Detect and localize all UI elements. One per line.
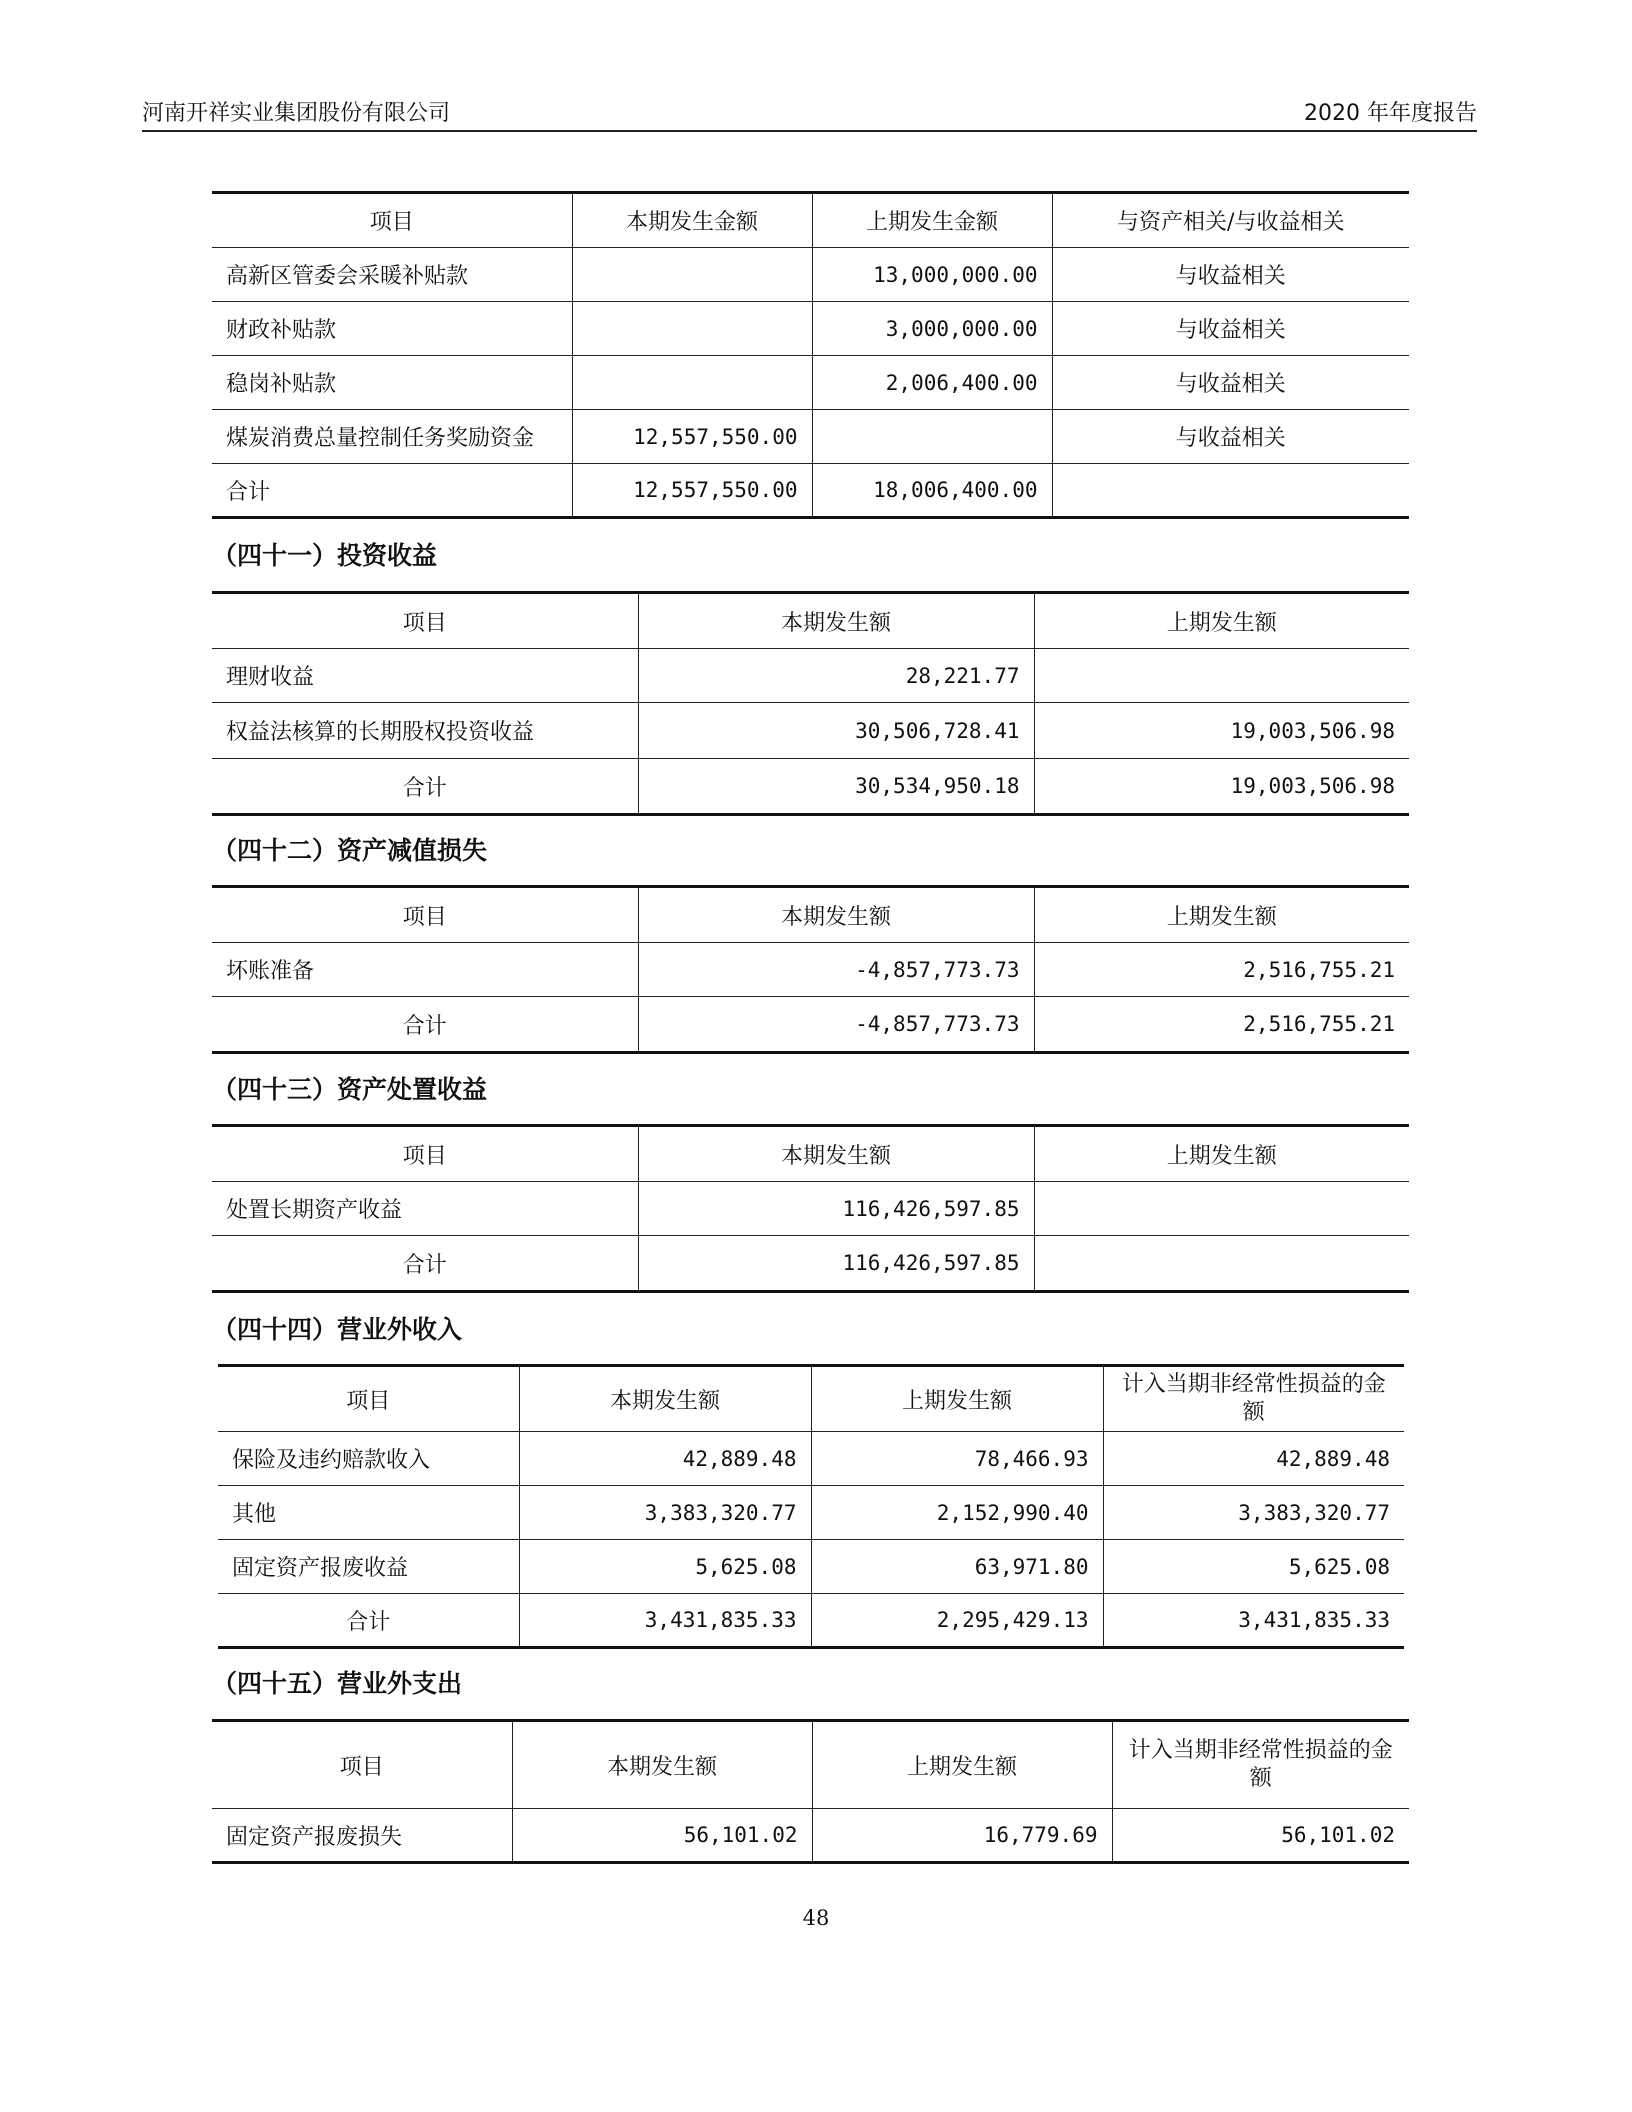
row-label: 保险及违约赔款收入 [218, 1432, 519, 1486]
column-header: 项目 [218, 1366, 519, 1432]
current-amount: 28,221.77 [638, 649, 1034, 703]
current-amount: 30,534,950.18 [638, 759, 1034, 815]
prior-amount: 19,003,506.98 [1034, 703, 1409, 759]
table-row [212, 1182, 1409, 1236]
row-label: 煤炭消费总量控制任务奖励资金 [212, 410, 572, 464]
investment-income-table [212, 591, 1409, 816]
section-title: （四十五）营业外支出 [212, 1669, 463, 1698]
company-name: 河南开祥实业集团股份有限公司 [142, 101, 451, 126]
table-header-row [212, 1126, 1409, 1182]
page-number: 48 [802, 1906, 830, 1930]
row-label: 其他 [218, 1486, 519, 1540]
current-amount: 116,426,597.85 [638, 1182, 1034, 1236]
table-row [212, 356, 1409, 410]
total-row [212, 997, 1409, 1053]
section-title: （四十二）资产减值损失 [212, 836, 488, 865]
non-recurring-amount: 3,383,320.77 [1103, 1486, 1404, 1540]
column-header: 项目 [212, 593, 638, 649]
prior-amount: 3,000,000.00 [812, 302, 1052, 356]
column-header: 本期发生金额 [572, 193, 812, 248]
table-row [218, 1540, 1404, 1594]
non-operating-expense-table [212, 1719, 1409, 1864]
table-header-row [212, 887, 1409, 943]
prior-amount [812, 410, 1052, 464]
relation [1052, 464, 1409, 518]
column-header: 本期发生额 [638, 887, 1034, 943]
table-row [212, 302, 1409, 356]
column-header: 本期发生额 [638, 593, 1034, 649]
column-header: 上期发生额 [811, 1366, 1103, 1432]
total-row [212, 1236, 1409, 1292]
current-amount: -4,857,773.73 [638, 943, 1034, 997]
table-row [212, 943, 1409, 997]
non-recurring-amount: 5,625.08 [1103, 1540, 1404, 1594]
section-title: （四十一）投资收益 [212, 541, 438, 570]
table-row [212, 703, 1409, 759]
relation: 与收益相关 [1052, 248, 1409, 302]
asset-impairment-table [212, 885, 1409, 1054]
report-title: 2020 年年度报告 [1304, 101, 1477, 126]
row-label: 固定资产报废收益 [218, 1540, 519, 1594]
row-label: 合计 [212, 997, 638, 1053]
row-label: 权益法核算的长期股权投资收益 [212, 703, 638, 759]
subsidy-table [212, 191, 1409, 519]
row-label: 合计 [212, 464, 572, 518]
current-amount: 116,426,597.85 [638, 1236, 1034, 1292]
column-header: 上期发生金额 [812, 193, 1052, 248]
column-header: 计入当期非经常性损益的金额 [1103, 1366, 1404, 1432]
table-header-row [212, 193, 1409, 248]
current-amount [572, 302, 812, 356]
relation: 与收益相关 [1052, 410, 1409, 464]
table-header-row [212, 593, 1409, 649]
row-label: 处置长期资产收益 [212, 1182, 638, 1236]
current-amount: 56,101.02 [512, 1809, 812, 1863]
prior-amount: 19,003,506.98 [1034, 759, 1409, 815]
row-label: 稳岗补贴款 [212, 356, 572, 410]
table-row [218, 1486, 1404, 1540]
column-header: 项目 [212, 887, 638, 943]
row-label: 高新区管委会采暖补贴款 [212, 248, 572, 302]
section-title: （四十四）营业外收入 [212, 1315, 463, 1344]
relation: 与收益相关 [1052, 302, 1409, 356]
prior-amount: 2,152,990.40 [811, 1486, 1103, 1540]
prior-amount: 2,295,429.13 [811, 1594, 1103, 1648]
prior-amount: 2,516,755.21 [1034, 997, 1409, 1053]
prior-amount [1034, 1236, 1409, 1292]
prior-amount: 2,006,400.00 [812, 356, 1052, 410]
current-amount: 42,889.48 [519, 1432, 811, 1486]
table-row [218, 1432, 1404, 1486]
column-header: 项目 [212, 1126, 638, 1182]
row-label: 固定资产报废损失 [212, 1809, 512, 1863]
total-row [218, 1594, 1404, 1648]
column-header: 本期发生额 [512, 1721, 812, 1809]
prior-amount: 18,006,400.00 [812, 464, 1052, 518]
asset-disposal-table [212, 1124, 1409, 1293]
row-label: 坏账准备 [212, 943, 638, 997]
total-row [212, 464, 1409, 518]
column-header: 上期发生额 [812, 1721, 1112, 1809]
non-recurring-amount: 3,431,835.33 [1103, 1594, 1404, 1648]
table-header-row [212, 1721, 1409, 1809]
row-label: 财政补贴款 [212, 302, 572, 356]
prior-amount [1034, 649, 1409, 703]
column-header: 本期发生额 [638, 1126, 1034, 1182]
row-label: 合计 [218, 1594, 519, 1648]
non-recurring-amount: 56,101.02 [1112, 1809, 1409, 1863]
prior-amount: 16,779.69 [812, 1809, 1112, 1863]
current-amount: 3,383,320.77 [519, 1486, 811, 1540]
column-header: 本期发生额 [519, 1366, 811, 1432]
current-amount: -4,857,773.73 [638, 997, 1034, 1053]
table-row [212, 410, 1409, 464]
relation: 与收益相关 [1052, 356, 1409, 410]
page-header [142, 94, 1477, 132]
table-row [212, 248, 1409, 302]
section-title: （四十三）资产处置收益 [212, 1075, 488, 1104]
column-header: 计入当期非经常性损益的金额 [1112, 1721, 1409, 1809]
current-amount: 30,506,728.41 [638, 703, 1034, 759]
non-recurring-amount: 42,889.48 [1103, 1432, 1404, 1486]
prior-amount: 63,971.80 [811, 1540, 1103, 1594]
column-header: 上期发生额 [1034, 593, 1409, 649]
prior-amount [1034, 1182, 1409, 1236]
current-amount: 3,431,835.33 [519, 1594, 811, 1648]
current-amount [572, 248, 812, 302]
current-amount: 12,557,550.00 [572, 410, 812, 464]
prior-amount: 13,000,000.00 [812, 248, 1052, 302]
row-label: 合计 [212, 1236, 638, 1292]
table-header-row [218, 1366, 1404, 1432]
current-amount: 5,625.08 [519, 1540, 811, 1594]
non-operating-income-table [218, 1364, 1404, 1649]
prior-amount: 78,466.93 [811, 1432, 1103, 1486]
row-label: 理财收益 [212, 649, 638, 703]
total-row [212, 759, 1409, 815]
column-header: 项目 [212, 1721, 512, 1809]
column-header: 与资产相关/与收益相关 [1052, 193, 1409, 248]
current-amount [572, 356, 812, 410]
table-row [212, 649, 1409, 703]
row-label: 合计 [212, 759, 638, 815]
current-amount: 12,557,550.00 [572, 464, 812, 518]
column-header: 项目 [212, 193, 572, 248]
table-row [212, 1809, 1409, 1863]
prior-amount: 2,516,755.21 [1034, 943, 1409, 997]
column-header: 上期发生额 [1034, 1126, 1409, 1182]
column-header: 上期发生额 [1034, 887, 1409, 943]
